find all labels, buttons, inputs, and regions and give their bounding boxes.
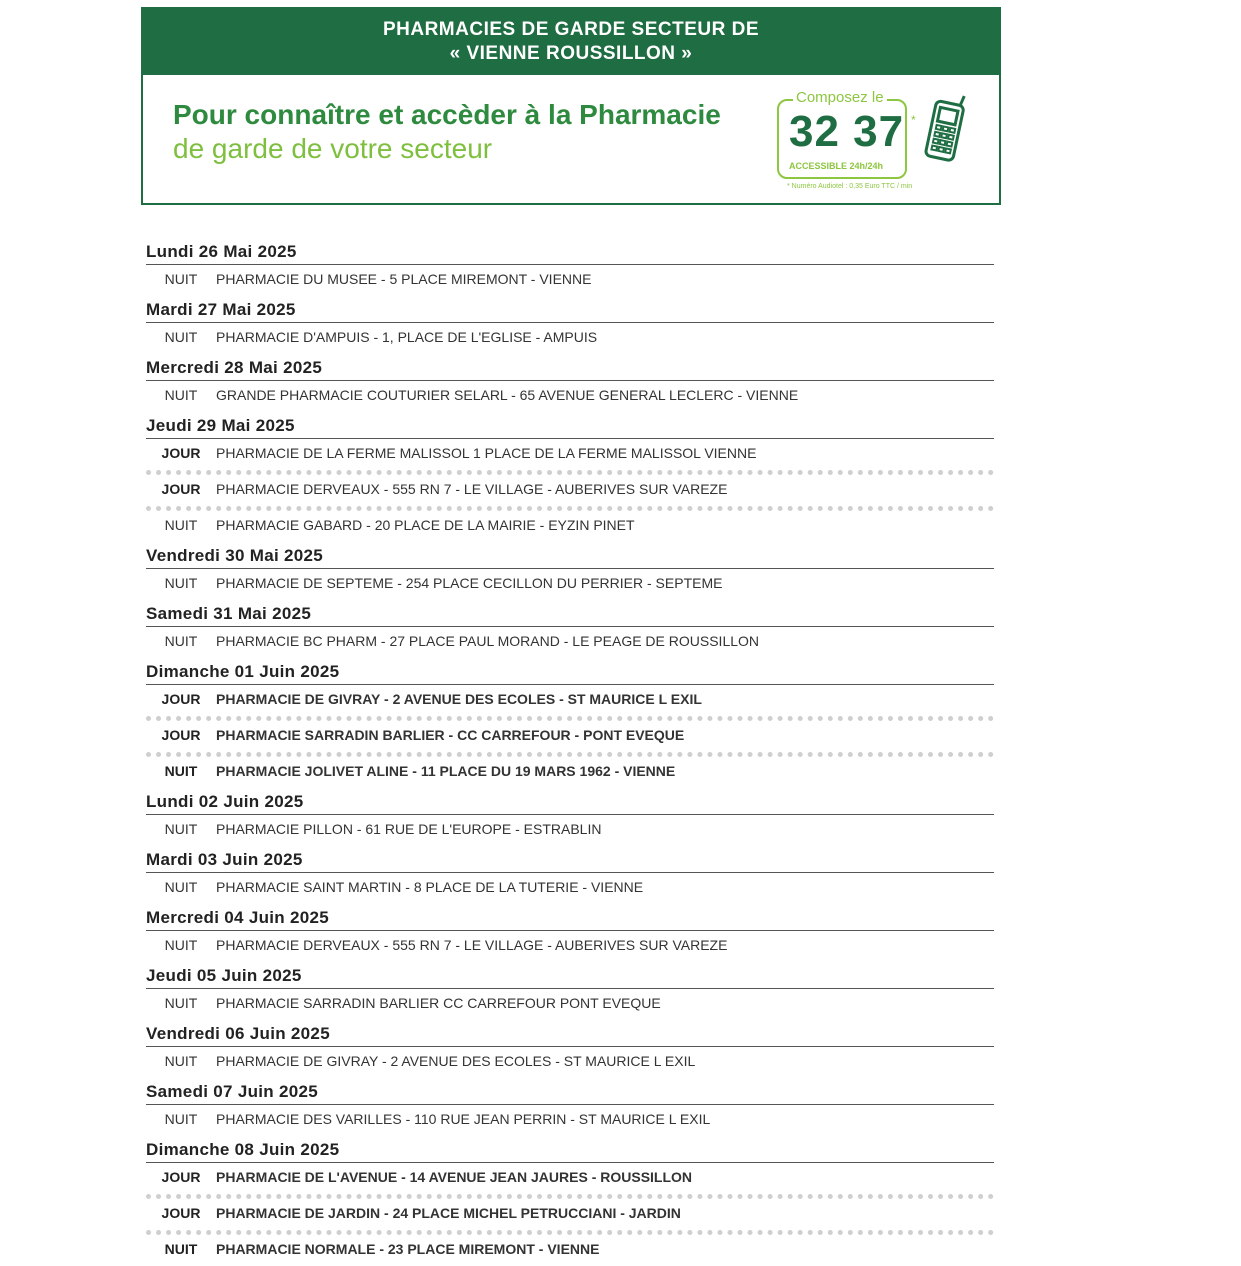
duty-entry: [146, 1047, 994, 1078]
day-date: Mardi 03 Juin 2025: [146, 850, 303, 869]
shift-type: NUIT: [164, 517, 198, 533]
pharmacy-address: PHARMACIE DE LA FERME MALISSOL 1 PLACE DE LA FERME MALISSOL VIENNE: [216, 445, 757, 461]
shift-type: NUIT: [164, 387, 198, 403]
day-date: Mercredi 04 Juin 2025: [146, 908, 330, 927]
shift-type: NUIT: [164, 821, 198, 837]
pharmacy-address: PHARMACIE DE L'AVENUE - 14 AVENUE JEAN JAURES - ROUSSILLON: [216, 1169, 693, 1185]
day-date: Jeudi 29 Mai 2025: [146, 416, 295, 435]
duty-entry: [146, 506, 994, 542]
pharmacy-address: PHARMACIE NORMALE - 23 PLACE MIREMONT - VIENNE: [216, 1241, 600, 1257]
duty-entry: [146, 716, 994, 752]
shift-type: NUIT: [164, 575, 198, 591]
header-box: [141, 7, 1001, 205]
day-date: Jeudi 05 Juin 2025: [146, 966, 302, 985]
duty-entry: [146, 1230, 994, 1266]
day-block: [146, 904, 994, 962]
day-block: [146, 296, 994, 354]
duty-entry: [146, 323, 994, 354]
day-date: Dimanche 01 Juin 2025: [146, 662, 340, 681]
pharmacy-address: PHARMACIE DE JARDIN - 24 PLACE MICHEL PETRUCCIANI - JARDIN: [216, 1205, 681, 1221]
day-date: Mercredi 28 Mai 2025: [146, 358, 323, 377]
header-title-line2: « VIENNE ROUSSILLON »: [449, 43, 693, 64]
day-date: Samedi 07 Juin 2025: [146, 1082, 319, 1101]
header-title-line1: PHARMACIES DE GARDE SECTEUR DE: [382, 19, 760, 40]
duty-entry: [146, 931, 994, 962]
duty-entry: [146, 815, 994, 846]
shift-type: JOUR: [161, 727, 201, 743]
day-block: [146, 412, 994, 542]
shift-type: NUIT: [164, 633, 198, 649]
day-block: [146, 238, 994, 296]
pharmacy-address: PHARMACIE DU MUSEE - 5 PLACE MIREMONT - VIENNE: [216, 271, 592, 287]
duty-entry: [146, 627, 994, 658]
duty-entry: [146, 569, 994, 600]
day-block: [146, 788, 994, 846]
pharmacy-address: PHARMACIE DE SEPTEME - 254 PLACE CECILLON DU PERRIER - SEPTEME: [216, 575, 723, 591]
shift-type: JOUR: [161, 481, 201, 497]
pharmacy-address: PHARMACIE DERVEAUX - 555 RN 7 - LE VILLAGE - AUBERIVES SUR VAREZE: [216, 937, 728, 953]
badge-note: * Numéro Audiotel : 0,35 Euro TTC / min: [787, 183, 913, 190]
pharmacy-address: PHARMACIE DERVEAUX - 555 RN 7 - LE VILLAGE - AUBERIVES SUR VAREZE: [216, 481, 728, 497]
day-block: [146, 600, 994, 658]
day-date: Vendredi 30 Mai 2025: [146, 546, 324, 565]
mobile-phone-icon: [923, 93, 969, 165]
shift-type: NUIT: [164, 937, 198, 953]
day-block: [146, 542, 994, 600]
duty-entry: [146, 685, 994, 716]
duty-entry: [146, 873, 994, 904]
header-band: [143, 9, 999, 75]
shift-type: NUIT: [164, 271, 198, 287]
phone-number-badge: [777, 89, 977, 189]
badge-access-label: ACCESSIBLE 24h/24h: [789, 161, 884, 171]
shift-type: JOUR: [161, 1169, 201, 1185]
day-date: Lundi 26 Mai 2025: [146, 242, 297, 261]
day-date: Dimanche 08 Juin 2025: [146, 1140, 340, 1159]
day-block: [146, 354, 994, 412]
day-block: [146, 962, 994, 1020]
pharmacy-address: PHARMACIE SARRADIN BARLIER CC CARREFOUR PONT EVEQUE: [216, 995, 661, 1011]
shift-type: JOUR: [161, 1205, 201, 1221]
pharmacy-address: PHARMACIE PILLON - 61 RUE DE L'EUROPE - ESTRABLIN: [216, 821, 602, 837]
day-date: Vendredi 06 Juin 2025: [146, 1024, 330, 1043]
day-date: Samedi 31 Mai 2025: [146, 604, 312, 623]
shift-type: NUIT: [164, 1053, 198, 1069]
duty-entry: [146, 752, 994, 788]
duty-entry: [146, 265, 994, 296]
shift-type: NUIT: [164, 329, 198, 345]
duty-entry: [146, 1163, 994, 1194]
shift-type: JOUR: [161, 445, 201, 461]
day-block: [146, 1020, 994, 1078]
duty-entry: [146, 1105, 994, 1136]
promo-line1: Pour connaître et accèder à la Pharmacie: [173, 99, 721, 130]
promo-line2: de garde de votre secteur: [173, 133, 493, 164]
badge-compose-label: Composez le: [793, 89, 887, 106]
day-date: Mardi 27 Mai 2025: [146, 300, 296, 319]
pharmacy-address: GRANDE PHARMACIE COUTURIER SELARL - 65 AVENUE GENERAL LECLERC - VIENNE: [216, 387, 799, 403]
shift-type: NUIT: [164, 1111, 198, 1127]
badge-phone-number: 32 37: [789, 107, 905, 156]
pharmacy-address: PHARMACIE SARRADIN BARLIER - CC CARREFOUR - PONT EVEQUE: [216, 727, 685, 743]
duty-entry: [146, 989, 994, 1020]
day-block: [146, 658, 994, 788]
pharmacy-address: PHARMACIE DE GIVRAY - 2 AVENUE DES ECOLES - ST MAURICE L EXIL: [216, 691, 702, 707]
pharmacy-address: PHARMACIE SAINT MARTIN - 8 PLACE DE LA TUTERIE - VIENNE: [216, 879, 644, 895]
shift-type: NUIT: [164, 1241, 198, 1257]
pharmacy-address: PHARMACIE BC PHARM - 27 PLACE PAUL MORAND - LE PEAGE DE ROUSSILLON: [216, 633, 760, 649]
duty-entry: [146, 381, 994, 412]
duty-entry: [146, 439, 994, 470]
day-block: [146, 1136, 994, 1266]
shift-type: NUIT: [164, 763, 198, 779]
day-date: Lundi 02 Juin 2025: [146, 792, 304, 811]
duty-schedule: [146, 238, 994, 1266]
day-block: [146, 1078, 994, 1136]
pharmacy-address: PHARMACIE JOLIVET ALINE - 11 PLACE DU 19 MARS 1962 - VIENNE: [216, 763, 676, 779]
shift-type: NUIT: [164, 995, 198, 1011]
pharmacy-address: PHARMACIE D'AMPUIS - 1, PLACE DE L'EGLISE - AMPUIS: [216, 329, 598, 345]
duty-entry: [146, 470, 994, 506]
day-block: [146, 846, 994, 904]
pharmacy-address: PHARMACIE GABARD - 20 PLACE DE LA MAIRIE - EYZIN PINET: [216, 517, 635, 533]
shift-type: JOUR: [161, 691, 201, 707]
pharmacy-address: PHARMACIE DE GIVRAY - 2 AVENUE DES ECOLES - ST MAURICE L EXIL: [216, 1053, 696, 1069]
badge-star: *: [911, 113, 916, 127]
pharmacy-address: PHARMACIE DES VARILLES - 110 RUE JEAN PERRIN - ST MAURICE L EXIL: [216, 1111, 711, 1127]
shift-type: NUIT: [164, 879, 198, 895]
duty-entry: [146, 1194, 994, 1230]
